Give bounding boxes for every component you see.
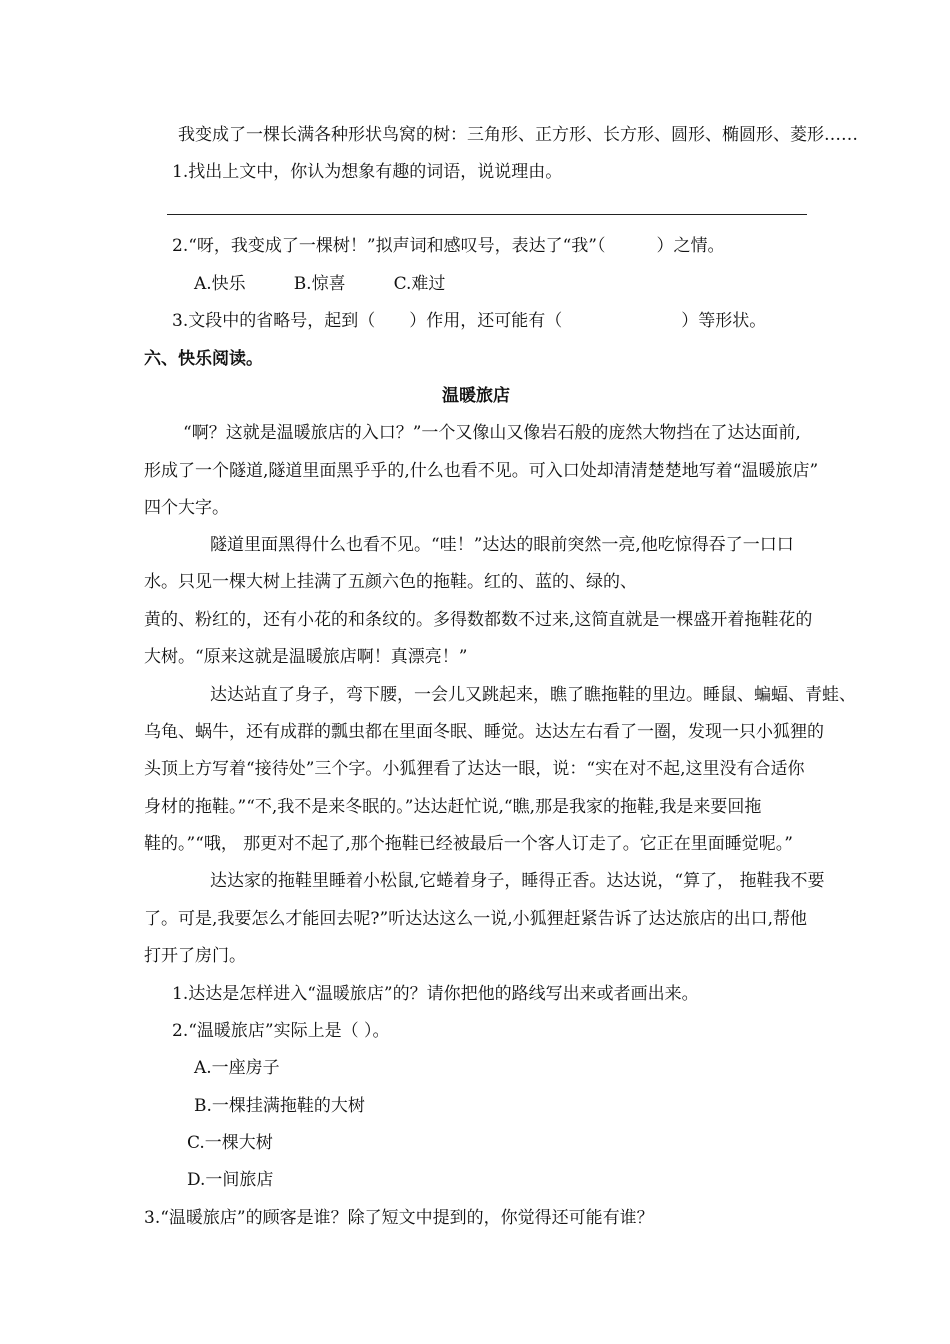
story-line: 达达站直了身子，弯下腰，一会儿又跳起来，瞧了瞧拖鞋的里边。睡鼠、蝙蝠、青蛙、 [210,685,856,705]
story-question-1: 1.达达是怎样进入“温暖旅店”的？请你把他的路线写出来或者画出来。 [172,984,699,1004]
story-line: 黄的、粉红的，还有小花的和条纹的。多得数都数不过来,这简直就是一棵盛开着拖鞋花的 [144,610,813,630]
story-question-3: 3.“温暖旅店”的顾客是谁？除了短文中提到的，你觉得还可能有谁？ [144,1208,654,1228]
story-question-2-option-b: B.一棵挂满拖鞋的大树 [194,1096,365,1116]
story-line: 乌龟、蜗牛，还有成群的瓢虫都在里面冬眠、睡觉。达达左右看了一圈，发现一只小狐狸的 [144,722,824,742]
story-line: 打开了房门。 [144,946,246,966]
story-line: 达达家的拖鞋里睡着小松鼠,它蜷着身子，睡得正香。达达说，“算了， 拖鞋我不要 [210,871,825,891]
option-b: B.惊喜 [293,274,346,294]
story-line: 大树。“原来这就是温暖旅店啊！真漂亮！” [144,647,468,667]
intro-line: 我变成了一棵长满各种形状鸟窝的树：三角形、正方形、长方形、圆形、椭圆形、菱形…… [178,125,858,145]
intro-question-2: 2.“呀，我变成了一棵树！”拟声词和感叹号，表达了“我”（ ）之情。 [172,236,725,256]
story-line: 形成了一个隧道,隧道里面黑乎乎的,什么也看不见。可入口处却清清楚楚地写着“温暖旅店” [144,461,819,481]
story-question-2-option-a: A.一座房子 [194,1058,280,1078]
option-a: A.快乐 [194,274,246,294]
story-question-2-option-d: D.一间旅店 [187,1170,274,1190]
answer-rule [167,214,807,215]
story-line: “啊？这就是温暖旅店的入口？”一个又像山又像岩石般的庞然大物挡在了达达面前, [183,423,801,443]
story-line: 身材的拖鞋。”“不,我不是来冬眠的。”达达赶忙说,“瞧,那是我家的拖鞋,我是来要回拖 [144,797,762,817]
story-line: 四个大字。 [144,498,229,518]
story-question-2-option-c: C.一棵大树 [187,1133,273,1153]
story-line: 水。只见一棵大树上挂满了五颜六色的拖鞋。红的、蓝的、绿的、 [144,572,637,592]
intro-question-1: 1.找出上文中，你认为想象有趣的词语，说说理由。 [172,162,563,182]
story-line: 隧道里面黑得什么也看不见。“哇！”达达的眼前突然一亮,他吃惊得吞了一口口 [210,535,794,555]
story-question-2: 2.“温暖旅店”实际上是（ ）。 [172,1021,390,1041]
story-line: 头顶上方写着“接待处”三个字。小狐狸看了达达一眼，说：“实在对不起,这里没有合适你 [144,759,805,779]
story-title: 温暖旅店 [442,386,510,406]
option-c: C.难过 [393,274,446,294]
story-line: 了。可是,我要怎么才能回去呢?”听达达这么一说,小狐狸赶紧告诉了达达旅店的出口,帮他 [144,909,808,929]
story-line: 鞋的。”“哦， 那更对不起了,那个拖鞋已经被最后一个客人订走了。它正在里面睡觉呢。” [144,834,793,854]
section-heading: 六、快乐阅读。 [144,349,263,369]
intro-question-3: 3.文段中的省略号，起到（ ）作用，还可能有（ ）等形状。 [172,311,767,331]
intro-question-2-options [194,273,445,295]
